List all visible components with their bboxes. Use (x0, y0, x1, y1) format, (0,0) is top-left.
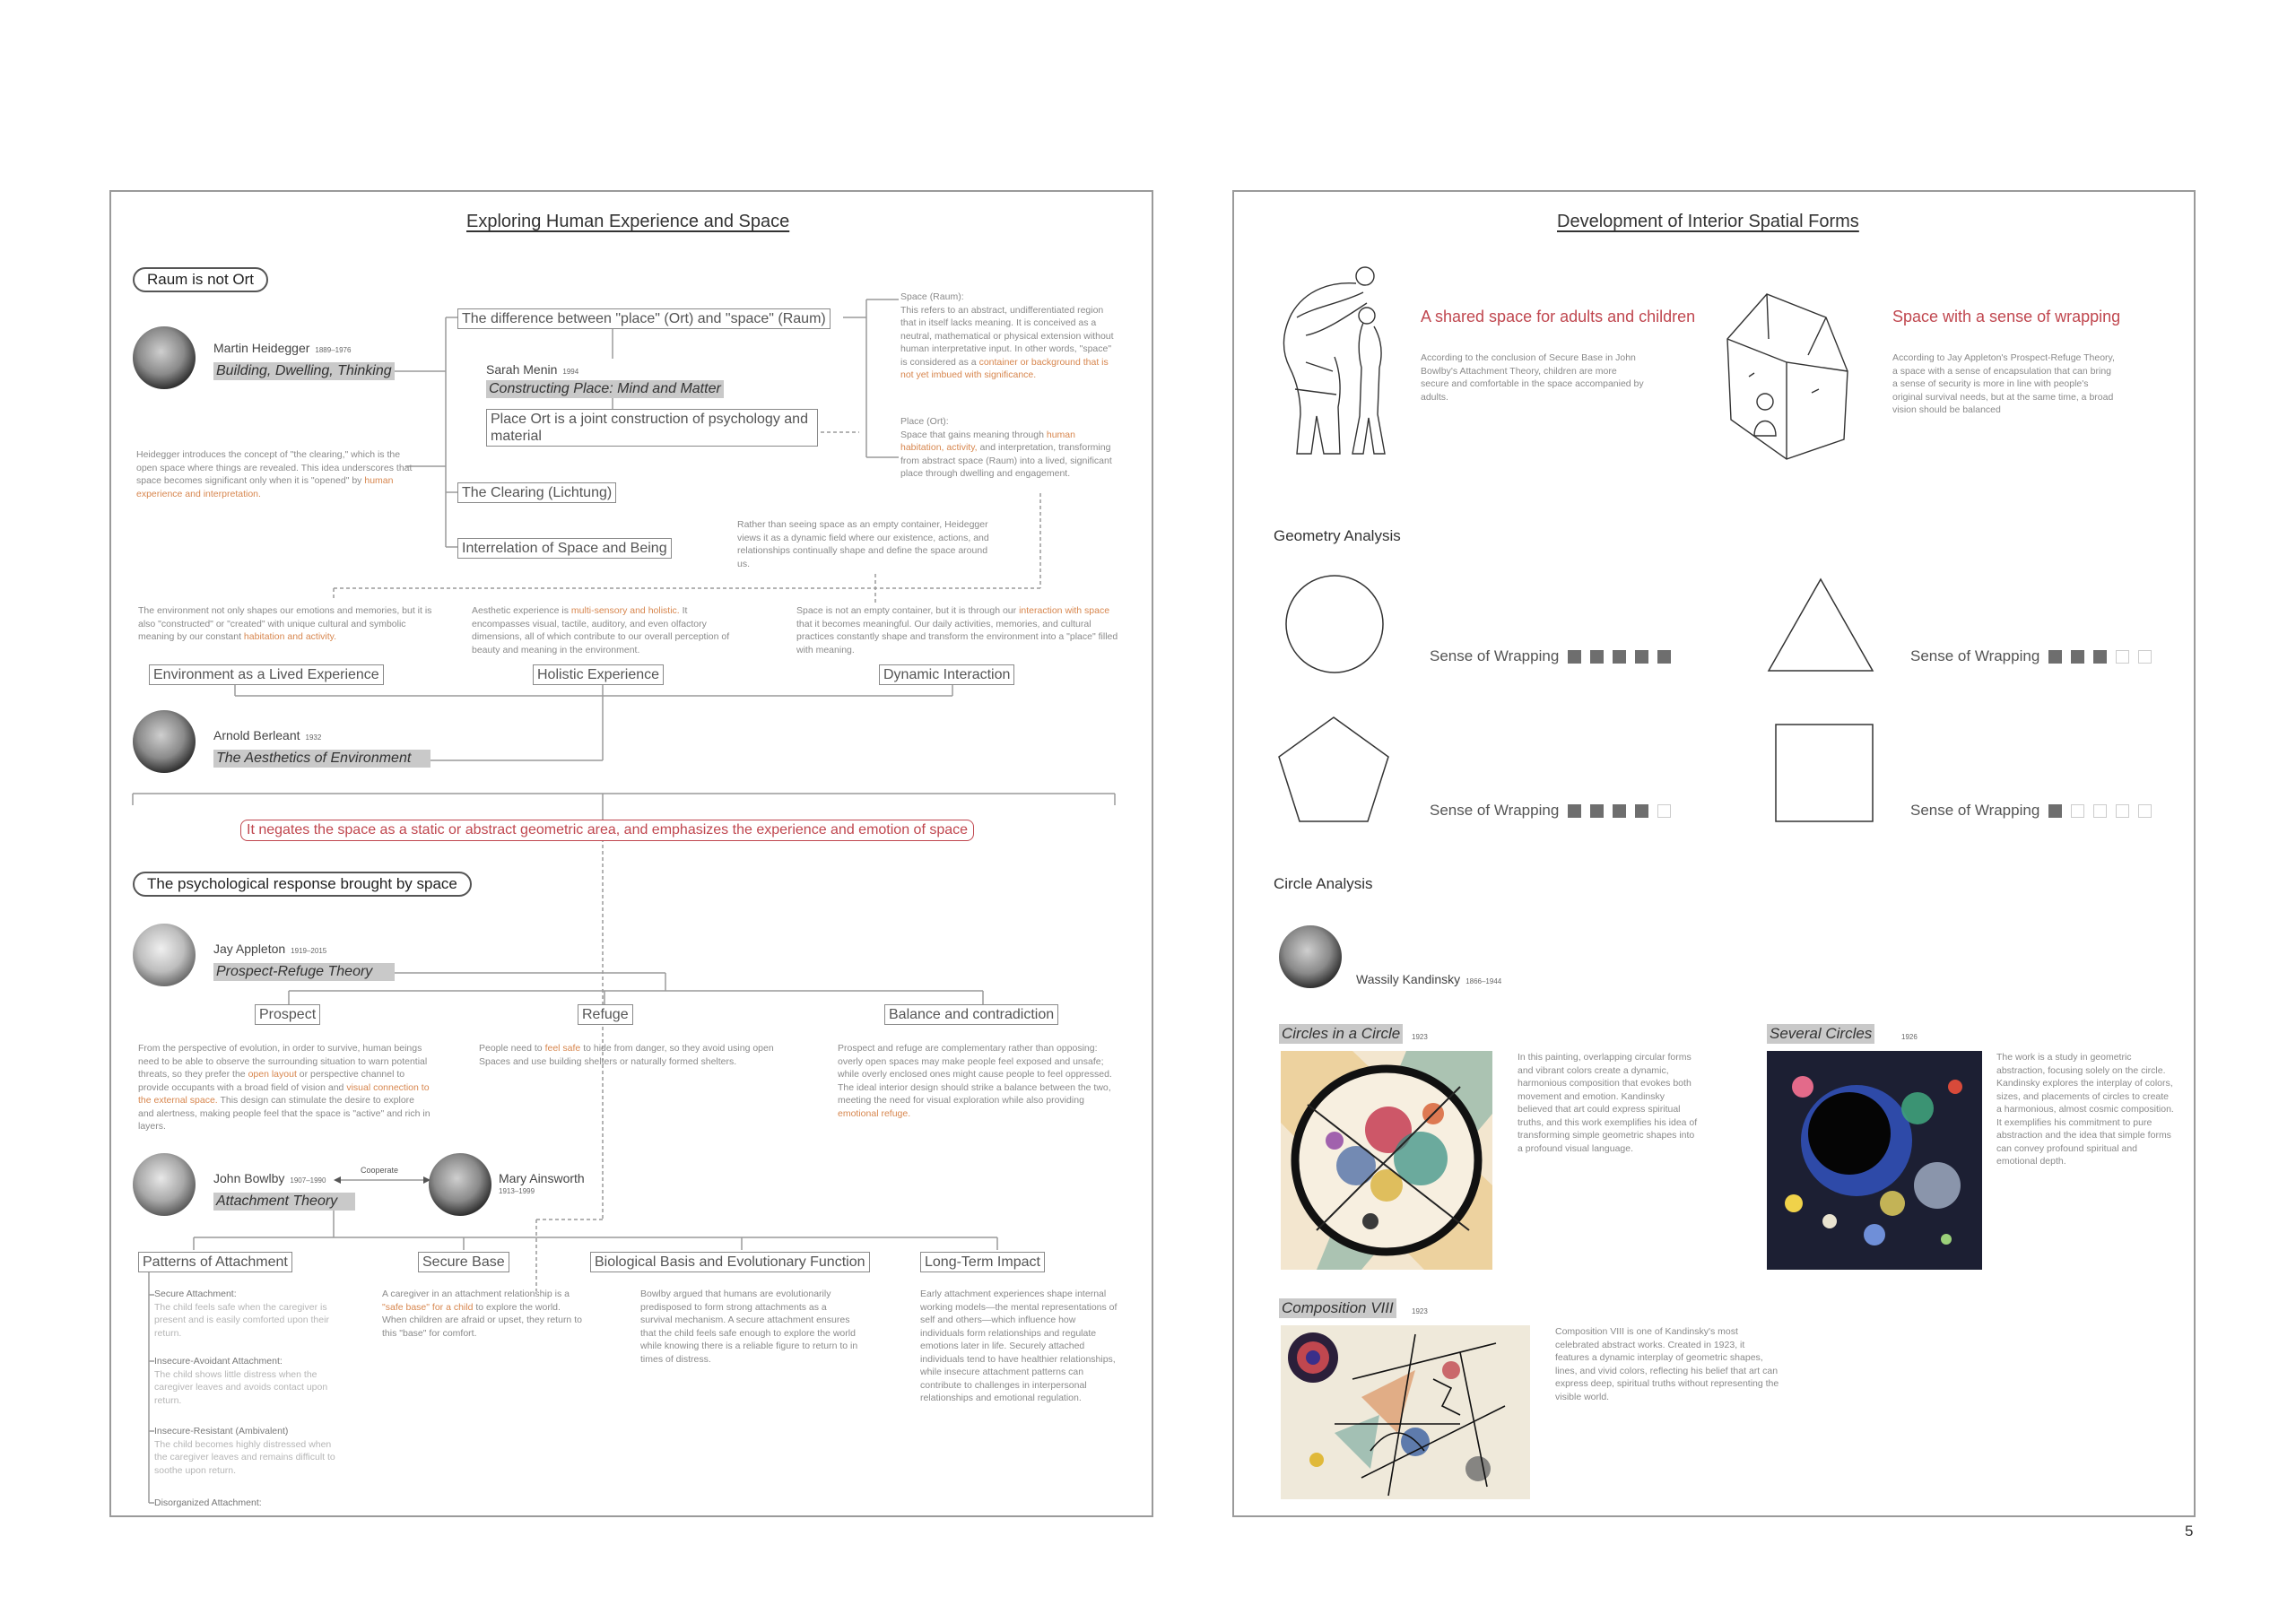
triangle-wrapping: Sense of Wrapping (1910, 647, 2152, 665)
box-holistic: Holistic Experience (533, 664, 664, 685)
box-place-joint-construction: Place Ort is a joint construction of psychology and material (486, 409, 818, 447)
environment-description: The environment not only shapes our emotions and memories, but it is also "constructed" or "created" with unique cultural and symbolic meaning by our constant habitation and activity. (138, 605, 432, 642)
page-number: 5 (2185, 1523, 2194, 1540)
work2-description: The work is a study in geometric abstraction, focusing solely on the circle. Kandinsky explores the interplay of colors, sizes, and placements of circles to create a harmonious, almost cosmic composition. It exemplifies his commitment to pure abstraction and the idea that simple forms can convey profound spiritual and emotional depth. (1996, 1052, 2174, 1167)
work3-title: Composition VIII (1279, 1298, 1396, 1318)
box-difference-place-space: The difference between "place" (Ort) and "space" (Raum) (457, 308, 831, 329)
kandinsky-name: Wassily Kandinsky 1866–1944 (1356, 972, 1502, 986)
appleton-name: Jay Appleton 1919–2015 (213, 942, 327, 956)
box-patterns: Patterns of Attachment (138, 1252, 292, 1272)
clearing-description: Heidegger introduces the concept of "the clearing," which is the open space where things are revealed. This idea underscores that space becomes significant only when it is "opened" by human experience and interpretation. (136, 449, 413, 499)
shared-space-title: A shared space for adults and children (1421, 308, 1696, 325)
menin-work: Constructing Place: Mind and Matter (486, 380, 724, 398)
ainsworth-years: 1913–1999 (499, 1187, 535, 1195)
refuge-description: People need to feel safe to hide from danger, so they avoid using open Spaces and use building shelters or naturally formed shelters. (479, 1043, 774, 1067)
heidegger-work: Building, Dwelling, Thinking (213, 362, 395, 380)
geometry-analysis-heading: Geometry Analysis (1274, 527, 1401, 544)
pattern-avoidant: Insecure-Avoidant Attachment: The child shows little distress when the caregiver leaves and avoids contact upon return. (154, 1356, 328, 1406)
balance-description: Prospect and refuge are complementary rather than opposing: overly open spaces may make people feel exposed and unsafe; while overly enclosed ones might cause people to feel oppressed. The ideal interior design should strike a balance between the two, meeting the need for visual exploration while also providing emotional refuge. (838, 1043, 1112, 1119)
right-panel-title: Development of Interior Spatial Forms (1557, 212, 1859, 231)
several-circles-painting (1767, 1051, 1982, 1270)
box-dynamic: Dynamic Interaction (879, 664, 1014, 685)
wrapping-box-illustration (1718, 285, 1853, 464)
menin-name: Sarah Menin 1994 (486, 362, 579, 377)
square-wrapping: Sense of Wrapping (1910, 802, 2152, 820)
wrapping-square (2138, 804, 2152, 818)
circle-wrapping-rating (1559, 647, 1671, 664)
box-balance: Balance and contradiction (884, 1004, 1058, 1025)
circle-wrapping: Sense of Wrapping (1430, 647, 1671, 665)
square-shape (1774, 723, 1874, 823)
dynamic-description: Space is not an empty container, but it is through our interaction with space that it becomes meaningful. Our daily activities, memories, and cultural practices constantly shape and transform the environment into a "place" filled with meaning. (796, 605, 1118, 655)
wrapping-square (1635, 804, 1648, 818)
triangle-shape (1765, 576, 1876, 674)
ainsworth-name: Mary Ainsworth (499, 1171, 585, 1185)
ainsworth-portrait (429, 1153, 491, 1216)
wrapping-square (1568, 804, 1581, 818)
square-wrapping-rating (2039, 802, 2152, 819)
wrapping-square (1590, 804, 1604, 818)
shared-space-description: According to the conclusion of Secure Base in John Bowlby's Attachment Theory, children are more secure and comfortable in the space accompanied by adults. (1421, 352, 1644, 403)
left-panel-title: Exploring Human Experience and Space (466, 212, 790, 231)
wrapping-square (2071, 804, 2084, 818)
work1-title: Circles in a Circle (1279, 1024, 1403, 1044)
wrapping-square (2048, 804, 2062, 818)
heidegger-name: Martin Heidegger 1889–1976 (213, 341, 352, 355)
wrapping-space-title: Space with a sense of wrapping (1892, 308, 2121, 325)
wrapping-square (2116, 650, 2129, 664)
wrapping-square (1590, 650, 1604, 664)
work2-year: 1926 (1901, 1033, 1918, 1041)
wrapping-square (1613, 804, 1626, 818)
wrapping-square (2138, 650, 2152, 664)
bowlby-name: John Bowlby 1907–1990 (213, 1171, 326, 1185)
wrapping-square (1568, 650, 1581, 664)
wrapping-square (2116, 804, 2129, 818)
circle-shape (1283, 572, 1387, 676)
long-term-description: Early attachment experiences shape internal working models—the mental representations of self and others—which influence how individuals form relationships and regulate emotions later in life. Securely attached individuals tend to have healthier relationships, while insecure attachment patterns can contribute to challenges in interpersonal relationships and emotional regulation. (920, 1289, 1118, 1403)
triangle-wrapping-rating (2039, 647, 2152, 664)
wrapping-square (2093, 804, 2107, 818)
adult-child-illustration (1270, 264, 1387, 461)
appleton-portrait (133, 924, 196, 986)
circles-in-a-circle-painting (1281, 1051, 1492, 1270)
wrapping-square (1635, 650, 1648, 664)
heidegger-portrait (133, 326, 196, 389)
bowlby-portrait (133, 1153, 196, 1216)
wrapping-space-description: According to Jay Appleton's Prospect-Refuge Theory, a space with a sense of encapsulation that can bring a sense of security is more in line with people's original survival needs, but at the same time, a broad vision should be balanced (1892, 352, 2115, 415)
secure-base-description: A caregiver in an attachment relationship is a "safe base" for a child to explore the world. When children are afraid or upset, they return to this "base" for comfort. (382, 1289, 582, 1339)
wrapping-square (1657, 650, 1671, 664)
work3-year: 1923 (1412, 1307, 1428, 1315)
work1-description: In this painting, overlapping circular forms and vibrant colors create a dynamic, harmonious composition that evokes both movement and emotion. Kandinsky believed that art could express spiritual truths, and this work exemplifies his idea of transforming simple geometric shapes into a profound visual language. (1518, 1052, 1698, 1154)
wrapping-square (2093, 650, 2107, 664)
space-raum-definition: Space (Raum): This refers to an abstract, undifferentiated region that in itself lacks meaning. It is conceived as a neutral, mathematical or physical extension without human interpretative input. In other words, "space" is considered as a container or background that is not yet imbued with significance. (900, 291, 1114, 380)
berleant-work: The Aesthetics of Environment (213, 750, 430, 768)
composition-viii-painting (1281, 1325, 1530, 1499)
work1-year: 1923 (1412, 1033, 1428, 1041)
box-interrelation: Interrelation of Space and Being (457, 538, 672, 559)
pattern-secure: Secure Attachment: The child feels safe when the caregiver is present and is easily comforted upon their return. (154, 1289, 329, 1339)
conclusion-banner: It negates the space as a static or abstract geometric area, and emphasizes the experience and emotion of space (240, 820, 974, 841)
box-biological: Biological Basis and Evolutionary Function (590, 1252, 870, 1272)
wrapping-square (1657, 804, 1671, 818)
appleton-work: Prospect-Refuge Theory (213, 963, 395, 981)
pentagon-wrapping: Sense of Wrapping (1430, 802, 1671, 820)
bowlby-work: Attachment Theory (213, 1193, 355, 1211)
circle-analysis-heading: Circle Analysis (1274, 875, 1373, 892)
biological-description: Bowlby argued that humans are evolutionarily predisposed to form strong attachments as a survival mechanism. A secure attachment ensures that the child feels safe enough to explore the world while knowing there is a reliable figure to return to in times of distress. (640, 1289, 858, 1365)
box-environment-lived: Environment as a Lived Experience (149, 664, 384, 685)
pentagon-wrapping-rating (1559, 802, 1671, 819)
prospect-description: From the perspective of evolution, in order to survive, human beings need to be able to observe the surrounding situation to warn potential threats, so they prefer the open layout or perspective channel to provide occupants with a broad field of vision and visual connection to the external space. This design can stimulate the desire to explore and alertness, making people feel that the space is "active" and rich in layers. (138, 1043, 430, 1132)
section-pill-psychological: The psychological response brought by space (133, 872, 472, 897)
kandinsky-portrait (1279, 925, 1342, 988)
section-pill-raum: Raum is not Ort (133, 267, 268, 292)
aesthetic-description: Aesthetic experience is multi-sensory and holistic. It encompasses visual, tactile, auditory, and even olfactory dimensions, all of which contribute to our overall perception of beauty and meaning in the environment. (472, 605, 730, 655)
box-secure-base: Secure Base (418, 1252, 509, 1272)
box-clearing: The Clearing (Lichtung) (457, 482, 616, 503)
wrapping-square (1613, 650, 1626, 664)
wrapping-square (2048, 650, 2062, 664)
box-refuge: Refuge (578, 1004, 633, 1025)
pentagon-shape (1275, 714, 1392, 825)
wrapping-square (2071, 650, 2084, 664)
pattern-disorganized: Disorganized Attachment: (154, 1497, 262, 1508)
cooperate-label: Cooperate (361, 1166, 399, 1175)
berleant-portrait (133, 710, 196, 773)
interrelation-description: Rather than seeing space as an empty container, Heidegger views it as a dynamic field where our existence, actions, and relationships continually shape and define the space around us. (737, 519, 989, 569)
work3-description: Composition VIII is one of Kandinsky's most celebrated abstract works. Created in 1923, it features a dynamic interplay of geometric shapes, lines, and vivid colors, reflecting his belief that art can express deep, spiritual truths without representing the visible world. (1555, 1326, 1779, 1402)
berleant-name: Arnold Berleant 1932 (213, 728, 322, 742)
work2-title: Several Circles (1767, 1024, 1874, 1044)
place-ort-definition: Place (Ort): Space that gains meaning through human habitation, activity, and interpretation, transforming from abstract space (Raum) into a lived, significant place through dwelling and engagement. (900, 416, 1112, 479)
pattern-resistant: Insecure-Resistant (Ambivalent) The child becomes highly distressed when the caregiver leaves and remains difficult to soothe upon return. (154, 1426, 335, 1476)
box-prospect: Prospect (255, 1004, 320, 1025)
box-long-term: Long-Term Impact (920, 1252, 1045, 1272)
